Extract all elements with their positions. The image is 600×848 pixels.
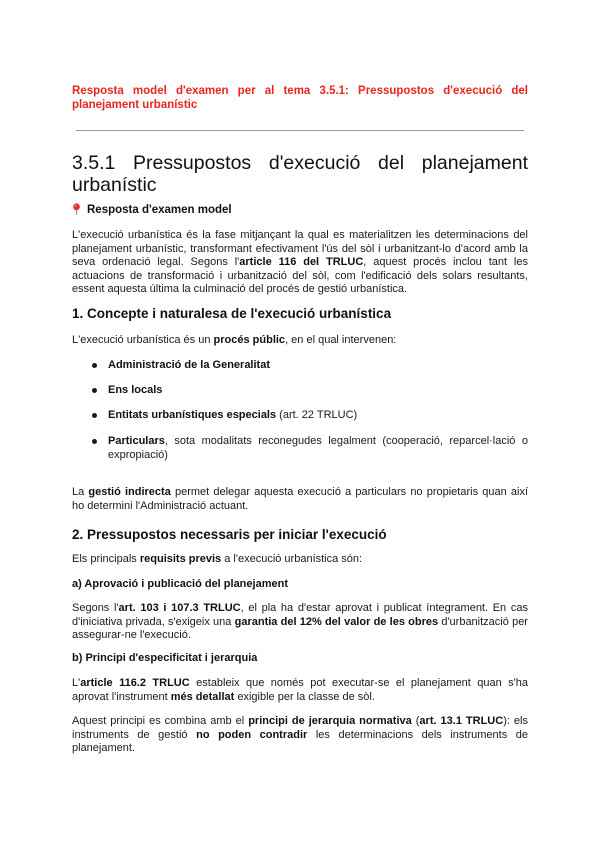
s2-a-paragraph: Segons l'art. 103 i 107.3 TRLUC, el pla ha d'estar aprovat i publicat íntegrament. En cas d'iniciativa privada, s'exigeix una garantia del 12% del valor de les obres d'urbanització per assegurar-ne l'execució. — [72, 602, 528, 641]
intro-paragraph: L'execució urbanística és la fase mitjançant la qual es materialitzen les determinacions del planejament urbanístic, transformant efectivament l'ús del sòl i urbanitzant-lo d'acord amb la seva ordenació legal. Segons l'article 116 del TRLUC, aquest procés inclou tant les actuacions de transformació i urbanització del sòl, com l'edificació dels solars resultants, essent aquesta última la culminació del procés de gestió urbanística. — [72, 229, 528, 295]
bullet-dot — [92, 413, 97, 418]
bullet-dot — [92, 439, 97, 444]
heading-s2-b: b) Principi d'especificitat i jerarquia — [72, 652, 258, 664]
heading-s2: 2. Pressupostos necessaris per iniciar l'execució — [72, 527, 387, 542]
s1-paragraph-1: L'execució urbanística és un procés públic, en el qual intervenen: — [72, 334, 397, 346]
s2-b-paragraph: L'article 116.2 TRLUC estableix que només pot executar-se el planejament quan s'ha aprovat l'instrument més detallat exigible per la classe de sòl. — [72, 677, 528, 703]
heading-s2-a: a) Aprovació i publicació del planejament — [72, 578, 288, 590]
document-page: Resposta model d'examen per al tema 3.5.1: Pressupostos d'execució del planejament urbanístic 3.5.1 Pressupostos d'execució del planejament urbanístic Resposta d'examen model L'execució urbanística és la fase mitjançant la qual es materialitzen les determinacions del planejament urbanístic, transformant efectivament l'ús del sòl i urbanitzant-lo d'acord amb la seva ordenació legal. Segons l'article 116 del TRLUC, aquest procés inclou tant les actuacions de transformació i urbanització del sòl, com l'edificació dels solars resultants, essent aquesta última la culminació del procés de gestió urbanística. 1. Concepte i naturalesa de l'execució urbanística L'execució urbanística és un procés públic, en el qual intervenen: Administració de la Generalitat Ens locals Entitats urbanístiques especials (art. 22 TRLUC) Particulars, sota modalitats reconegudes legalment (cooperació, reparcel·lació o expropiació) La gestió indirecta permet delegar aquesta execució a particulars no propietaris quan així ho determini l'Administració actuant. 2. Pressupostos necessaris per iniciar l'execució Els principals requisits previs a l'execució urbanística són: a) Aprovació i publicació del planejament Segons l'art. 103 i 107.3 TRLUC, el pla ha d'estar aprovat i publicat íntegrament. En cas d'iniciativa privada, s'exigeix una garantia del 12% del valor de les obres d'urbanització per assegurar-ne l'execució. b) Principi d'especificitat i jerarquia L'article 116.2 TRLUC estableix que només pot executar-se el planejament quan s'ha aprovat l'instrument més detallat exigible per la classe de sòl. Aquest principi es combina amb el principi de jerarquia normativa (art. 13.1 TRLUC): els instruments de gestió no poden contradir les determinacions dels instruments de planejament. — [72, 85, 528, 754]
bullet-dot — [92, 388, 97, 393]
s1-paragraph-2: La gestió indirecta permet delegar aquesta execució a particulars no propietaris quan així ho determini l'Administració actuant. — [72, 486, 528, 512]
heading-s1: 1. Concepte i naturalesa de l'execució urbanística — [72, 306, 392, 321]
section-subtitle — [72, 203, 232, 217]
subtitle-text: Resposta d'examen model — [87, 204, 232, 216]
section-title: 3.5.1 Pressupostos d'execució del planejament urbanístic — [72, 152, 528, 196]
bullet-dot — [92, 363, 97, 368]
divider — [76, 130, 524, 131]
s2-c-paragraph: Aquest principi es combina amb el principi de jerarquia normativa (art. 13.1 TRLUC): els instruments de gestió no poden contradir les determinacions dels instruments de planejament. — [72, 715, 528, 754]
exam-title: Resposta model d'examen per al tema 3.5.1: Pressupostos d'execució del planejament urbanístic — [72, 85, 528, 111]
pin-icon — [72, 203, 81, 215]
s2-paragraph-1: Els principals requisits previs a l'execució urbanística són: — [72, 553, 363, 565]
